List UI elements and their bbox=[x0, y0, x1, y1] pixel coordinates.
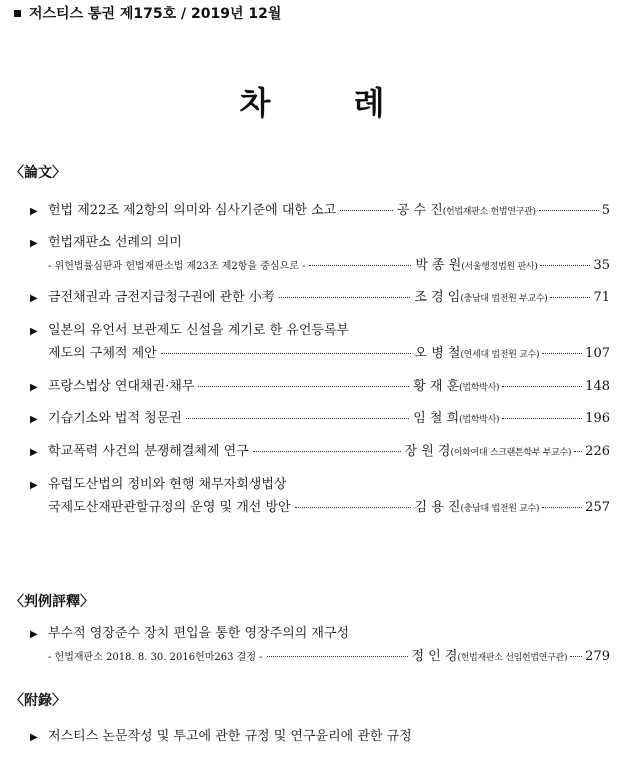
leader-dots bbox=[542, 353, 582, 354]
entry-affiliation: (법학박사) bbox=[459, 415, 500, 425]
entry-page: 196 bbox=[585, 411, 610, 426]
toc-entry[interactable] bbox=[30, 287, 610, 310]
entry-affiliation: (충남대 법전원 부교수) bbox=[460, 294, 548, 304]
entry-title: 헌법재판소 선례의 의미 bbox=[48, 235, 182, 250]
entry-title: 유럽도산법의 정비와 현행 채무자회생법상 bbox=[48, 477, 287, 492]
entry-author: 임 철 희 bbox=[413, 411, 460, 426]
square-bullet-icon bbox=[14, 10, 21, 17]
entry-author: 오 병 철 bbox=[414, 346, 461, 361]
leader-dots bbox=[279, 297, 411, 298]
entry-author: 공 수 진 bbox=[396, 203, 443, 218]
section-label-articles: 〈論文〉 bbox=[10, 165, 66, 181]
leader-dots bbox=[540, 265, 590, 266]
entry-author: 조 경 임 bbox=[414, 290, 461, 305]
leader-dots bbox=[570, 656, 582, 657]
entry-page: 257 bbox=[585, 500, 610, 515]
leader-dots bbox=[309, 265, 411, 266]
triangle-right-icon: ▶ bbox=[30, 447, 38, 458]
leader-dots bbox=[267, 656, 408, 657]
triangle-right-icon: ▶ bbox=[30, 480, 38, 491]
entry-author: 장 원 경 bbox=[404, 444, 451, 459]
leader-dots bbox=[550, 297, 590, 298]
journal-header bbox=[14, 3, 281, 23]
triangle-right-icon: ▶ bbox=[30, 326, 38, 337]
toc-entry[interactable] bbox=[30, 320, 610, 366]
entry-affiliation: (충남대 법전원 교수) bbox=[460, 504, 540, 514]
entry-title: 금전채권과 금전지급청구권에 관한 小考 bbox=[48, 290, 275, 305]
entry-author: 박 종 원 bbox=[415, 258, 462, 273]
entry-page: 5 bbox=[601, 203, 610, 218]
section-label-appendix: 〈附錄〉 bbox=[10, 693, 66, 709]
entry-affiliation: (연세대 법전원 교수) bbox=[460, 350, 540, 360]
entry-affiliation: (이화여대 스크랜튼학부 부교수) bbox=[450, 448, 572, 458]
toc-entry[interactable] bbox=[30, 200, 610, 223]
leader-dots bbox=[161, 353, 411, 354]
toc-entry[interactable] bbox=[30, 474, 610, 520]
triangle-right-icon: ▶ bbox=[30, 382, 38, 393]
entry-page: 107 bbox=[585, 346, 610, 361]
entry-title: 헌법 제22조 제2항의 의미와 심사기준에 대한 소고 bbox=[48, 203, 337, 218]
leader-dots bbox=[502, 386, 582, 387]
entry-affiliation: (법학박사) bbox=[459, 383, 500, 393]
leader-dots bbox=[198, 386, 409, 387]
leader-dots bbox=[539, 210, 599, 211]
entry-title: 학교폭력 사건의 분쟁해결체제 연구 bbox=[48, 444, 249, 459]
entry-affiliation: (서울행정법원 판사) bbox=[461, 262, 538, 272]
toc-entry[interactable] bbox=[30, 376, 610, 399]
entry-title: 프랑스법상 연대채권·채무 bbox=[48, 379, 195, 394]
leader-dots bbox=[186, 418, 409, 419]
triangle-right-icon: ▶ bbox=[30, 414, 38, 425]
triangle-right-icon: ▶ bbox=[30, 732, 38, 743]
leader-dots bbox=[574, 451, 582, 452]
entry-subtitle: - 위헌법률심판과 헌법재판소법 제23조 제2항을 중심으로 - bbox=[48, 261, 306, 272]
entry-title: 부수적 영장준수 장치 편입을 통한 영장주의의 재구성 bbox=[48, 626, 350, 641]
toc-entry[interactable] bbox=[30, 441, 610, 464]
toc-entry[interactable] bbox=[30, 232, 610, 278]
entry-title: 기습기소와 법적 청문권 bbox=[48, 411, 182, 426]
toc-entry[interactable] bbox=[30, 408, 610, 431]
entry-author: 황 재 훈 bbox=[413, 379, 460, 394]
triangle-right-icon: ▶ bbox=[30, 238, 38, 249]
leader-dots bbox=[542, 507, 582, 508]
toc-entry[interactable] bbox=[30, 726, 610, 749]
leader-dots bbox=[295, 507, 411, 508]
entry-affiliation: (헌법재판소 선임헌법연구관) bbox=[457, 653, 568, 663]
entry-page: 35 bbox=[593, 258, 610, 273]
entry-author: 정 인 경 bbox=[411, 649, 458, 664]
triangle-right-icon: ▶ bbox=[30, 293, 38, 304]
section-label-case: 〈判例評釋〉 bbox=[10, 594, 94, 610]
leader-dots bbox=[253, 451, 401, 452]
entry-subtitle: - 헌법재판소 2018. 8. 30. 2016헌마263 결정 - bbox=[48, 652, 263, 663]
entry-page: 71 bbox=[593, 290, 610, 305]
entry-title-continued: 제도의 구체적 제안 bbox=[48, 346, 157, 361]
entry-affiliation: (헌법재판소 헌법연구관) bbox=[442, 207, 536, 217]
leader-dots bbox=[502, 418, 582, 419]
triangle-right-icon: ▶ bbox=[30, 206, 38, 217]
toc-entry[interactable] bbox=[30, 623, 610, 669]
entry-page: 226 bbox=[585, 444, 610, 459]
entry-title: 저스티스 논문작성 및 투고에 관한 규정 및 연구윤리에 관한 규정 bbox=[48, 729, 412, 744]
entry-author: 김 용 진 bbox=[414, 500, 461, 515]
entry-page: 279 bbox=[585, 649, 610, 664]
entry-page: 148 bbox=[585, 379, 610, 394]
triangle-right-icon: ▶ bbox=[30, 629, 38, 640]
page-title: 차 례 bbox=[239, 84, 421, 122]
entry-title-continued: 국제도산재판관할규정의 운영 및 개선 방안 bbox=[48, 500, 291, 515]
journal-header-text: 저스티스 통권 제175호 / 2019년 12월 bbox=[29, 6, 282, 22]
entry-title: 일본의 유언서 보관제도 신설을 계기로 한 유언등록부 bbox=[48, 323, 350, 338]
leader-dots bbox=[340, 210, 393, 211]
